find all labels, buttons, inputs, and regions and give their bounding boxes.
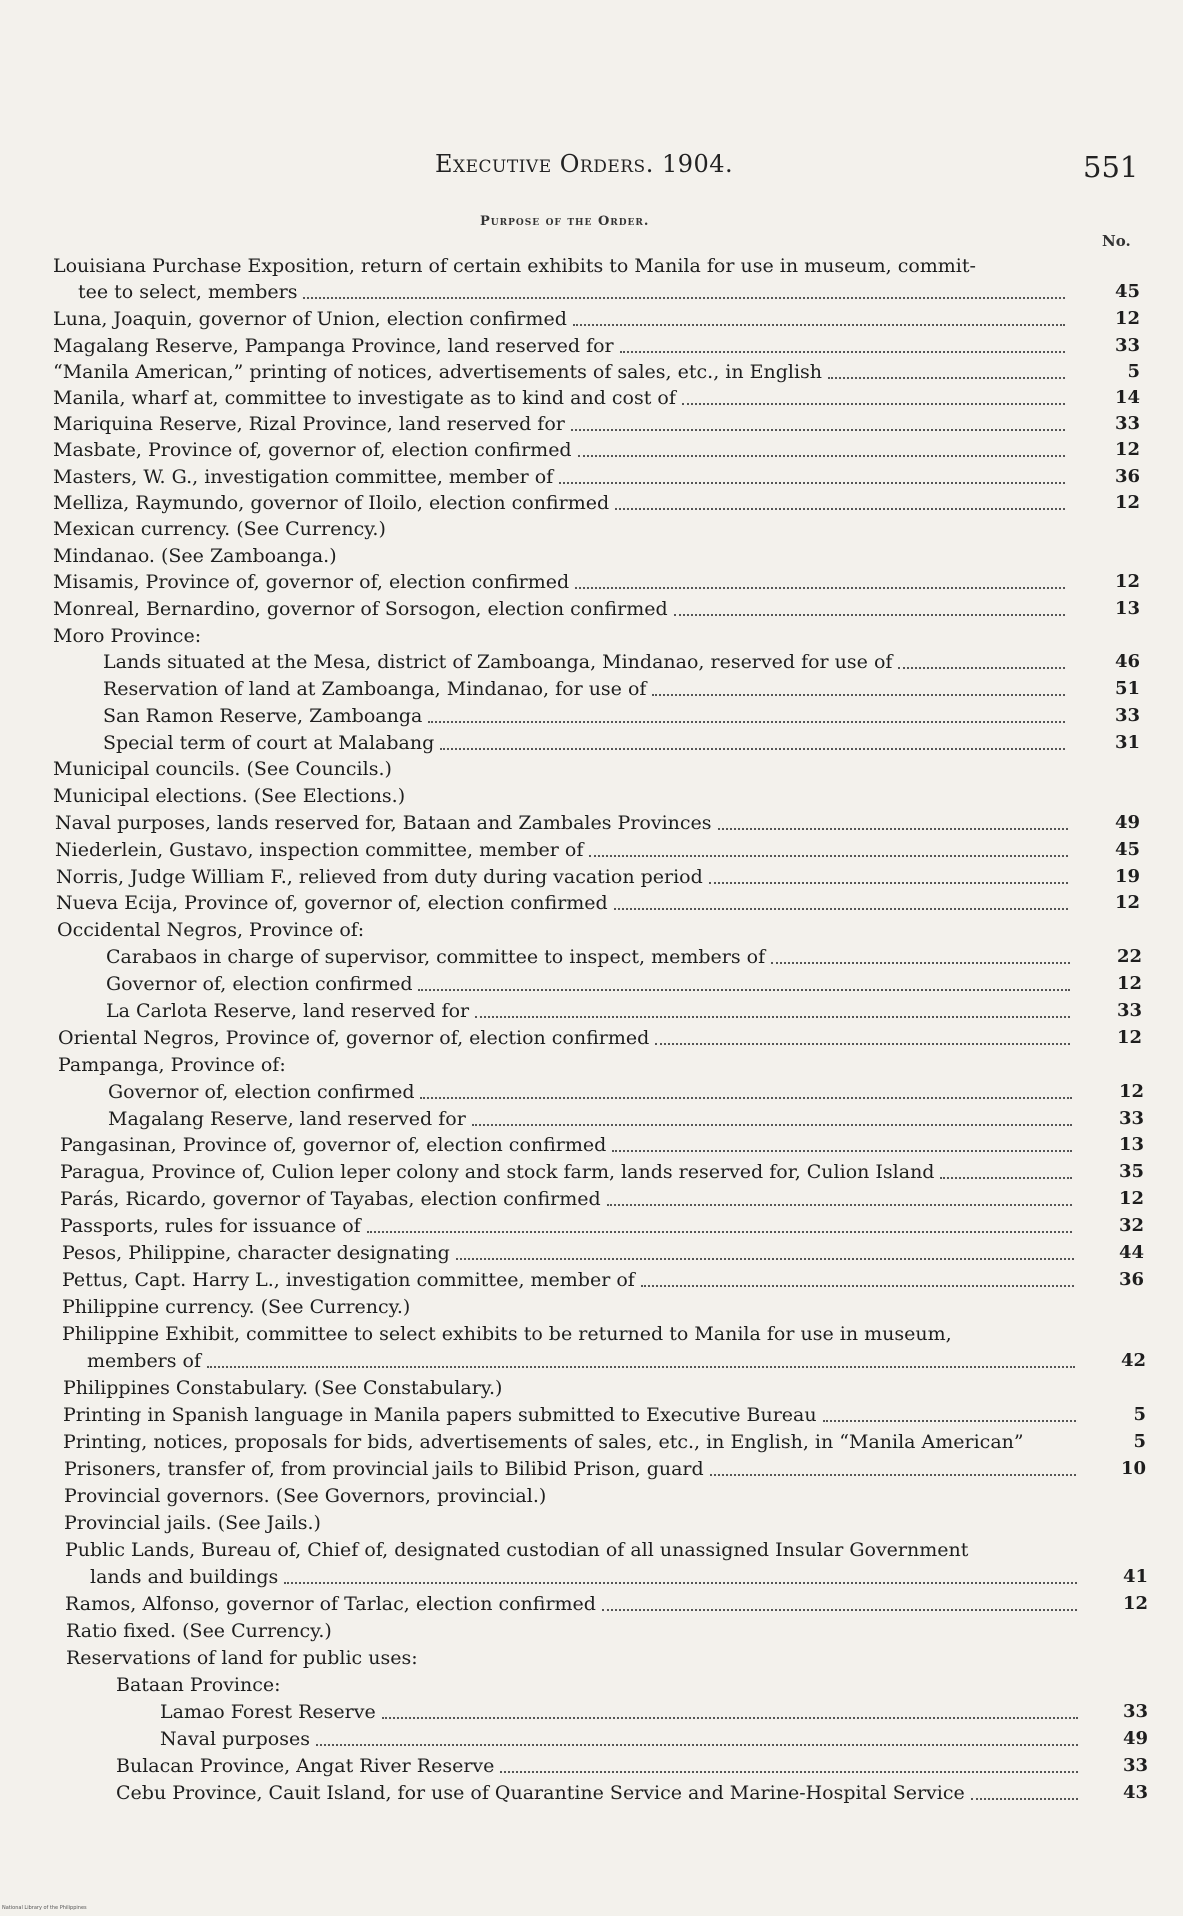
dot-leader <box>652 694 1065 696</box>
order-number: 41 <box>1122 1566 1148 1587</box>
order-number: 36 <box>1118 1269 1144 1290</box>
entry-text: Passports, rules for issuance of <box>60 1215 361 1237</box>
dot-leader <box>682 403 1065 405</box>
order-number: 45 <box>1114 281 1140 302</box>
entry-text: Philippines Constabulary. (See Constabulary.) <box>63 1377 503 1399</box>
entry-text: Bulacan Province, Angat River Reserve <box>116 1755 495 1777</box>
entry-text: Paragua, Province of, Culion leper colony and stock farm, lands reserved for, Culion Island <box>60 1161 935 1183</box>
entry-text: Luna, Joaquin, governor of Union, election confirmed <box>53 308 567 330</box>
entry-text: Ramos, Alfonso, governor of Tarlac, election confirmed <box>65 1593 596 1615</box>
order-number: 19 <box>1114 866 1140 887</box>
order-number: 14 <box>1114 387 1140 408</box>
dot-leader <box>316 1744 1078 1746</box>
entry-text: Masters, W. G., investigation committee, member of <box>53 466 554 488</box>
entry-text: Moro Province: <box>53 625 202 647</box>
dot-leader <box>718 828 1068 830</box>
entry-text: San Ramon Reserve, Zamboanga <box>103 705 423 727</box>
dot-leader <box>440 748 1065 750</box>
entry-text: Lands situated at the Mesa, district of Zamboanga, Mindanao, reserved for use of <box>103 651 893 673</box>
dot-leader <box>475 1016 1070 1018</box>
index-entry <box>0 1160 1183 1184</box>
entry-text: Philippine Exhibit, committee to select exhibits to be returned to Manila for use in museum, <box>62 1323 952 1345</box>
index-entry <box>0 1430 1183 1454</box>
order-number: 13 <box>1118 1134 1144 1155</box>
index-entry <box>0 891 1183 915</box>
dot-leader <box>641 1285 1074 1287</box>
dot-leader <box>500 1771 1078 1773</box>
dot-leader <box>614 908 1068 910</box>
order-number: 33 <box>1122 1755 1148 1776</box>
order-number: 12 <box>1114 439 1140 460</box>
dot-leader <box>940 1177 1072 1179</box>
entry-text: Pesos, Philippine, character designating <box>62 1242 450 1264</box>
dot-leader <box>382 1717 1078 1719</box>
index-entry <box>0 1080 1183 1104</box>
entry-text: Misamis, Province of, governor of, election confirmed <box>53 571 570 593</box>
order-number: 33 <box>1122 1701 1148 1722</box>
order-number: 5 <box>1127 361 1140 382</box>
index-entry <box>0 1295 1183 1319</box>
entry-text: Nueva Ecija, Province of, governor of, election confirmed <box>56 892 608 914</box>
footer-note: National Library of the Philippines <box>2 1905 87 1911</box>
order-number: 12 <box>1122 1593 1148 1614</box>
index-entry <box>0 491 1183 515</box>
index-entry <box>0 1241 1183 1265</box>
dot-leader <box>615 508 1065 510</box>
dot-leader <box>559 482 1065 484</box>
dot-leader <box>456 1258 1074 1260</box>
dot-leader <box>620 351 1065 353</box>
order-number: 43 <box>1122 1782 1148 1803</box>
index-entry <box>0 544 1183 568</box>
dot-leader <box>571 429 1065 431</box>
dot-leader <box>428 721 1065 723</box>
index-entry <box>0 1538 1183 1562</box>
order-number: 12 <box>1118 1081 1144 1102</box>
dot-leader <box>612 1150 1072 1152</box>
entry-text: Reservations of land for public uses: <box>66 1647 418 1669</box>
order-number: 33 <box>1114 413 1140 434</box>
dot-leader <box>589 855 1068 857</box>
index-entry <box>0 1187 1183 1211</box>
order-number: 12 <box>1118 1188 1144 1209</box>
index-entry <box>0 1107 1183 1131</box>
entry-text: Mariquina Reserve, Rizal Province, land reserved for <box>53 413 565 435</box>
index-entry <box>0 1053 1183 1077</box>
index-entry <box>0 972 1183 996</box>
order-number: 33 <box>1114 705 1140 726</box>
dot-leader <box>607 1204 1072 1206</box>
index-entry <box>0 1673 1183 1697</box>
index-entry <box>0 517 1183 541</box>
entry-text: Governor of, election confirmed <box>106 973 413 995</box>
number-column-heading: No. <box>1102 232 1131 250</box>
entry-text: lands and buildings <box>90 1566 279 1588</box>
dot-leader <box>207 1366 1075 1368</box>
index-entry <box>0 650 1183 674</box>
index-entry <box>0 1376 1183 1400</box>
index-entry <box>0 704 1183 728</box>
order-number: 12 <box>1114 492 1140 513</box>
entry-text: Ratio fixed. (See Currency.) <box>66 1620 332 1642</box>
index-entry <box>0 307 1183 331</box>
entry-text: Parás, Ricardo, governor of Tayabas, election confirmed <box>60 1188 601 1210</box>
index-entry <box>0 1592 1183 1616</box>
page-number: 551 <box>1083 150 1139 184</box>
order-number: 51 <box>1114 678 1140 699</box>
entry-text: members of <box>87 1350 202 1372</box>
order-number: 31 <box>1114 732 1140 753</box>
order-number: 12 <box>1114 892 1140 913</box>
order-number: 46 <box>1114 651 1140 672</box>
dot-leader <box>303 297 1065 299</box>
entry-text: Mindanao. (See Zamboanga.) <box>53 545 337 567</box>
index-entry <box>0 1403 1183 1427</box>
index-entry <box>0 1026 1183 1050</box>
index-entry <box>0 677 1183 701</box>
entry-text: Oriental Negros, Province of, governor of, election confirmed <box>58 1027 650 1049</box>
index-entry <box>0 1781 1183 1805</box>
index-entry <box>0 1727 1183 1751</box>
index-entry <box>0 757 1183 781</box>
index-entry <box>0 1268 1183 1292</box>
order-number: 36 <box>1114 466 1140 487</box>
entry-text: Monreal, Bernardino, governor of Sorsogon, election confirmed <box>53 598 668 620</box>
dot-leader <box>898 667 1065 669</box>
index-entry <box>0 1511 1183 1535</box>
entry-text: Public Lands, Bureau of, Chief of, designated custodian of all unassigned Insular Government <box>65 1539 969 1561</box>
entry-text: Naval purposes <box>160 1728 310 1750</box>
order-number: 35 <box>1118 1161 1144 1182</box>
order-number: 42 <box>1120 1350 1146 1371</box>
entry-text: Provincial jails. (See Jails.) <box>64 1512 321 1534</box>
order-number: 33 <box>1114 335 1140 356</box>
order-number: 33 <box>1118 1108 1144 1129</box>
index-entry <box>0 1754 1183 1778</box>
dot-leader <box>284 1582 1077 1584</box>
entry-text: Municipal councils. (See Councils.) <box>53 758 392 780</box>
order-number: 10 <box>1120 1458 1146 1479</box>
index-entry <box>0 838 1183 862</box>
entry-text: Bataan Province: <box>116 1674 281 1696</box>
dot-leader <box>420 1097 1072 1099</box>
index-entry <box>0 865 1183 889</box>
entry-text: Pangasinan, Province of, governor of, election confirmed <box>60 1134 607 1156</box>
index-entry <box>0 254 1183 278</box>
entry-text: Pettus, Capt. Harry L., investigation committee, member of <box>62 1269 635 1291</box>
index-entry <box>0 412 1183 436</box>
index-entry <box>0 999 1183 1023</box>
entry-text: Niederlein, Gustavo, inspection committee, member of <box>55 839 584 861</box>
order-number: 49 <box>1114 812 1140 833</box>
index-entry <box>0 360 1183 384</box>
dot-leader <box>418 989 1070 991</box>
entry-text: Manila, wharf at, committee to investigate as to kind and cost of <box>53 387 676 409</box>
entry-text: Naval purposes, lands reserved for, Bataan and Zambales Provinces <box>55 812 712 834</box>
entry-text: Special term of court at Malabang <box>103 732 435 754</box>
order-number: 33 <box>1116 1000 1142 1021</box>
index-entry <box>0 1133 1183 1157</box>
entry-text: Printing in Spanish language in Manila papers submitted to Executive Bureau <box>63 1404 817 1426</box>
index-entry <box>0 280 1183 304</box>
entry-text: Carabaos in charge of supervisor, committee to inspect, members of <box>106 946 766 968</box>
index-entry <box>0 624 1183 648</box>
entry-text: Lamao Forest Reserve <box>160 1701 376 1723</box>
order-number: 32 <box>1118 1215 1144 1236</box>
entry-text: Prisoners, transfer of, from provincial jails to Bilibid Prison, guard <box>64 1458 704 1480</box>
entry-text: Melliza, Raymundo, governor of Iloilo, election confirmed <box>53 492 610 514</box>
order-number: 45 <box>1114 839 1140 860</box>
order-number: 5 <box>1133 1404 1146 1425</box>
index-entry <box>0 334 1183 358</box>
order-number: 12 <box>1114 571 1140 592</box>
dot-leader <box>828 377 1065 379</box>
index-entry <box>0 1700 1183 1724</box>
order-number: 12 <box>1116 1027 1142 1048</box>
index-entry <box>0 918 1183 942</box>
order-number: 49 <box>1122 1728 1148 1749</box>
index-entry <box>0 811 1183 835</box>
dot-leader <box>602 1609 1077 1611</box>
dot-leader <box>472 1124 1072 1126</box>
index-entry <box>0 1214 1183 1238</box>
dot-leader <box>573 324 1065 326</box>
dot-leader <box>771 962 1070 964</box>
index-entry <box>0 1322 1183 1346</box>
entry-text: Occidental Negros, Province of: <box>57 919 365 941</box>
index-entry <box>0 731 1183 755</box>
order-number: 5 <box>1133 1431 1146 1452</box>
entry-text: “Manila American,” printing of notices, advertisements of sales, etc., in English <box>53 361 823 383</box>
index-entry <box>0 1646 1183 1670</box>
entry-text: Louisiana Purchase Exposition, return of certain exhibits to Manila for use in museum, commit- <box>53 255 976 277</box>
index-entry <box>0 597 1183 621</box>
entry-text: Magalang Reserve, Pampanga Province, land reserved for <box>53 335 614 357</box>
dot-leader <box>823 1420 1076 1422</box>
entry-text: Cebu Province, Cauit Island, for use of Quarantine Service and Marine-Hospital Service <box>116 1782 965 1804</box>
dot-leader <box>367 1231 1072 1233</box>
entry-text: La Carlota Reserve, land reserved for <box>106 1000 470 1022</box>
index-entry <box>0 1484 1183 1508</box>
page-title: Executive Orders. 1904. <box>435 150 734 178</box>
index-entry <box>0 386 1183 410</box>
entry-text: Provincial governors. (See Governors, provincial.) <box>64 1485 547 1507</box>
index-entry <box>0 465 1183 489</box>
entry-text: Philippine currency. (See Currency.) <box>62 1296 411 1318</box>
order-number: 12 <box>1116 973 1142 994</box>
order-number: 44 <box>1118 1242 1144 1263</box>
index-entry <box>0 1349 1183 1373</box>
entry-text: Masbate, Province of, governor of, election confirmed <box>53 439 572 461</box>
entry-text: Municipal elections. (See Elections.) <box>53 785 406 807</box>
dot-leader <box>710 1474 1076 1476</box>
entry-text: Mexican currency. (See Currency.) <box>53 518 386 540</box>
dot-leader <box>971 1798 1078 1800</box>
entry-text: Printing, notices, proposals for bids, advertisements of sales, etc., in English, in “Manila American” <box>63 1431 1024 1453</box>
dot-leader <box>674 614 1065 616</box>
dot-leader <box>575 587 1065 589</box>
entry-text: Pampanga, Province of: <box>58 1054 286 1076</box>
entry-text: Norris, Judge William F., relieved from duty during vacation period <box>56 866 703 888</box>
index-entry <box>0 1457 1183 1481</box>
dot-leader <box>578 455 1065 457</box>
index-entry <box>0 438 1183 462</box>
index-entry <box>0 1565 1183 1589</box>
order-number: 12 <box>1114 308 1140 329</box>
entry-text: Reservation of land at Zamboanga, Mindanao, for use of <box>103 678 647 700</box>
entry-text: tee to select, members <box>78 281 298 303</box>
index-entry <box>0 784 1183 808</box>
index-entry <box>0 1619 1183 1643</box>
index-entry <box>0 945 1183 969</box>
dot-leader <box>709 882 1068 884</box>
index-entry <box>0 570 1183 594</box>
section-heading: Purpose of the Order. <box>480 214 650 229</box>
order-number: 22 <box>1116 946 1142 967</box>
entry-text: Governor of, election confirmed <box>108 1081 415 1103</box>
order-number: 13 <box>1114 598 1140 619</box>
entry-text: Magalang Reserve, land reserved for <box>108 1108 466 1130</box>
dot-leader <box>655 1043 1070 1045</box>
